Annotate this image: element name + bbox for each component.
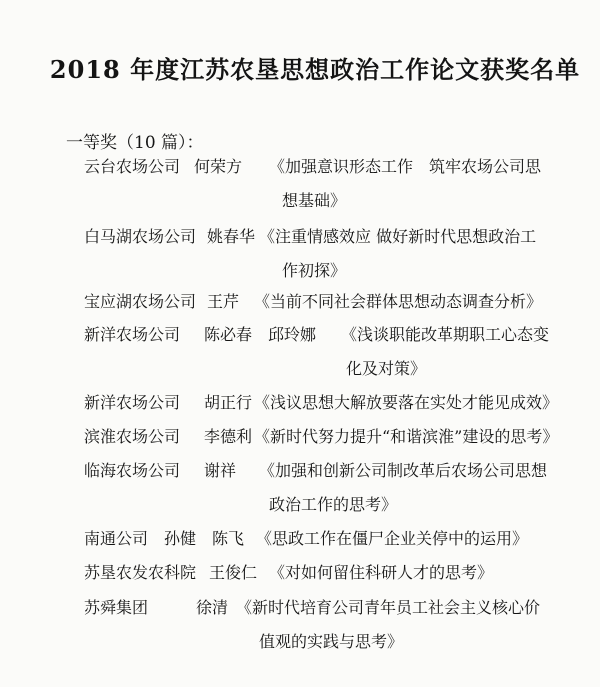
entry-title-line1: 《当前不同社会群体思想动态调查分析》: [254, 292, 543, 311]
entry-title-line1: 《浅议思想大解放要落在实处才能见成效》: [254, 393, 559, 412]
entry-title-line2: 化及对策》: [346, 359, 427, 378]
entry-title-line1: 《注重情感效应 做好新时代思想政治工: [259, 227, 537, 246]
entry-title-line2: 值观的实践与思考》: [259, 632, 404, 651]
entry-authors: 孙健 陈飞: [164, 529, 245, 548]
entry-title-line1: 《加强意识形态工作 筑牢农场公司思: [269, 157, 542, 176]
entry-title-line1: 《思政工作在僵尸企业关停中的运用》: [256, 529, 529, 548]
entry-unit: 苏垦农发农科院: [84, 563, 197, 582]
entry-title-line1: 《浅谈职能改革期职工心态变: [341, 325, 550, 344]
entry-authors: 王芹: [207, 292, 240, 311]
entry-title-line2: 想基础》: [282, 191, 347, 210]
section-heading: 一等奖（10 篇）：: [66, 133, 204, 153]
entry-authors: 胡正行: [204, 393, 253, 412]
entry-authors: 谢祥: [204, 461, 237, 480]
entry-authors: 李德利: [204, 427, 253, 446]
entry-title-line1: 《新时代培育公司青年员工社会主义核心价: [236, 598, 541, 617]
entry-authors: 何荣方: [194, 157, 243, 176]
document-title: 2018 年度江苏农垦思想政治工作论文获奖名单: [49, 55, 581, 84]
entry-unit: 新洋农场公司: [84, 325, 181, 344]
entry-unit: 新洋农场公司: [84, 393, 181, 412]
entry-unit: 南通公司: [84, 529, 149, 548]
entry-title-line1: 《新时代努力提升“和谐滨淮”建设的思考》: [254, 427, 559, 446]
entry-unit: 宝应湖农场公司: [84, 292, 197, 311]
entry-unit: 苏舜集团: [84, 598, 149, 617]
entry-authors: 陈必春 邱玲娜: [204, 325, 317, 344]
entry-unit: 云台农场公司: [84, 157, 181, 176]
entry-unit: 临海农场公司: [84, 461, 181, 480]
entry-title-line2: 政治工作的思考》: [269, 495, 398, 514]
entry-authors: 姚春华: [207, 227, 256, 246]
entry-unit: 白马湖农场公司: [84, 227, 197, 246]
entry-authors: 王俊仁: [209, 563, 258, 582]
entry-title-line1: 《加强和创新公司制改革后农场公司思想: [259, 461, 548, 480]
entry-unit: 滨淮农场公司: [84, 427, 181, 446]
entry-title-line2: 作初探》: [282, 261, 347, 280]
entry-title-line1: 《对如何留住科研人才的思考》: [269, 563, 494, 582]
entry-authors: 徐清: [196, 598, 229, 617]
